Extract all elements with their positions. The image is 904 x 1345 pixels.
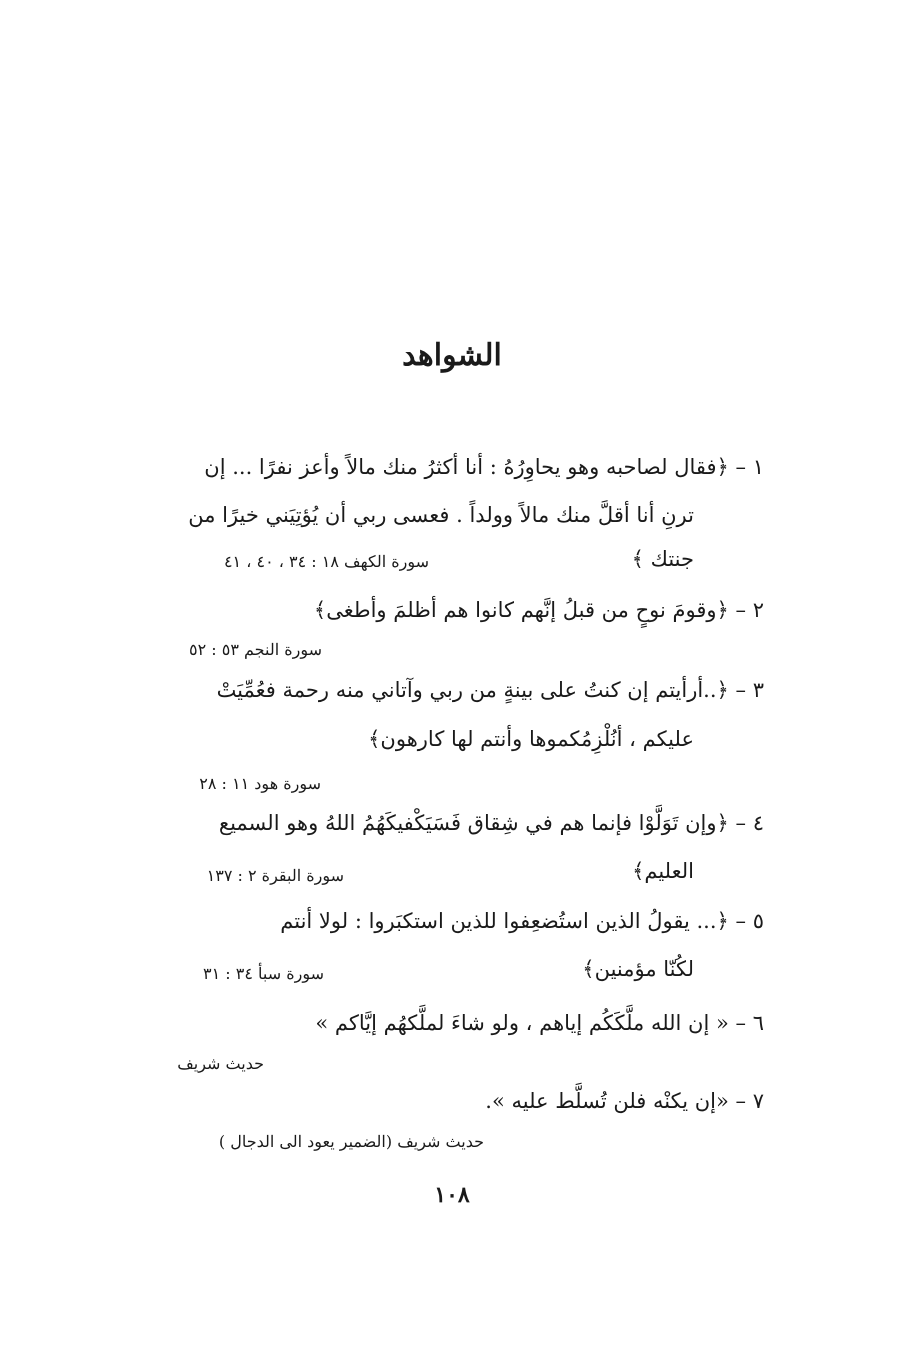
entry-4-number: ٤ – [735,811,764,835]
entry-5-text-1: ﴿... يقولُ الذين استُضعِفوا للذين استكبَروا : لولا أنتم [280,909,729,933]
entry-5-number: ٥ – [735,909,764,933]
entry-6-reference: حديث شريف [177,1054,264,1073]
entry-1-reference: سورة الكهف ١٨ : ٣٤ ، ٤٠ ، ٤١ [223,552,429,571]
entry-3-line-1 [217,675,764,705]
entry-5-line-1 [280,906,764,936]
entry-1-line-3: جنتك ﴾ [631,547,694,571]
entry-7-number: ٧ – [735,1089,764,1113]
entry-3-text-1: ﴿..أرأيتم إن كنتُ على بينةٍ من ربي وآتاني منه رحمة فعُمِّيَتْ [216,678,729,702]
entry-6-number: ٦ – [735,1011,764,1035]
page-title: الشواهد [402,338,502,373]
entry-4-line-1 [219,808,764,838]
entry-4-text-1: ﴿وإن تَوَلَّوْا فإنما هم في شِقاق فَسَيَكْفيكَهُمُ اللهُ وهو السميع [218,811,729,835]
entry-2-number: ٢ – [735,598,764,622]
entry-4-line-2: العليم﴾ [632,859,694,883]
entry-5-reference: سورة سبأ ٣٤ : ٣١ [203,964,324,983]
entry-7-line-1 [485,1086,764,1116]
entry-7-reference: حديث شريف (الضمير يعود الى الدجال ) [218,1132,484,1151]
entry-1-text-1: ﴿فقال لصاحبه وهو يحاوِرُهُ : أنا أكثرُ منك مالاً وأعز نفرًا ... إن [204,455,729,479]
entry-1-line-2: ترنِ أنا أقلَّ منك مالاً وولداً . فعسى ربي أن يُؤتِيَني خيرًا من [188,503,694,527]
entry-5-line-2: لكُنّا مؤمنين﴾ [582,957,694,981]
entry-7-text-1: «إن يكنْه فلن تُسلَّط عليه ». [485,1089,729,1113]
entry-3-number: ٣ – [735,678,764,702]
entry-1-line-1 [204,452,764,482]
entry-6-line-1 [315,1008,764,1038]
page-number: ١٠٨ [434,1182,470,1208]
entry-3-line-2: عليكم ، أنُلْزِمُكموها وأنتم لها كارهون﴾ [368,727,694,751]
entry-1-number: ١ – [735,455,764,479]
entry-4-reference: سورة البقرة ٢ : ١٣٧ [206,866,344,885]
entry-2-reference: سورة النجم ٥٣ : ٥٢ [188,640,322,659]
entry-2-text-1: ﴿وقومَ نوحٍ من قبلُ إنَّهم كانوا هم أظلمَ وأطغى﴾ [313,598,729,622]
entry-3-reference: سورة هود ١١ : ٢٨ [199,774,321,793]
entry-6-text-1: « إن الله ملَّكَكُم إياهم ، ولو شاءَ لملَّكهُم إيَّاكم » [315,1011,729,1035]
entry-2-line-1 [314,595,764,625]
